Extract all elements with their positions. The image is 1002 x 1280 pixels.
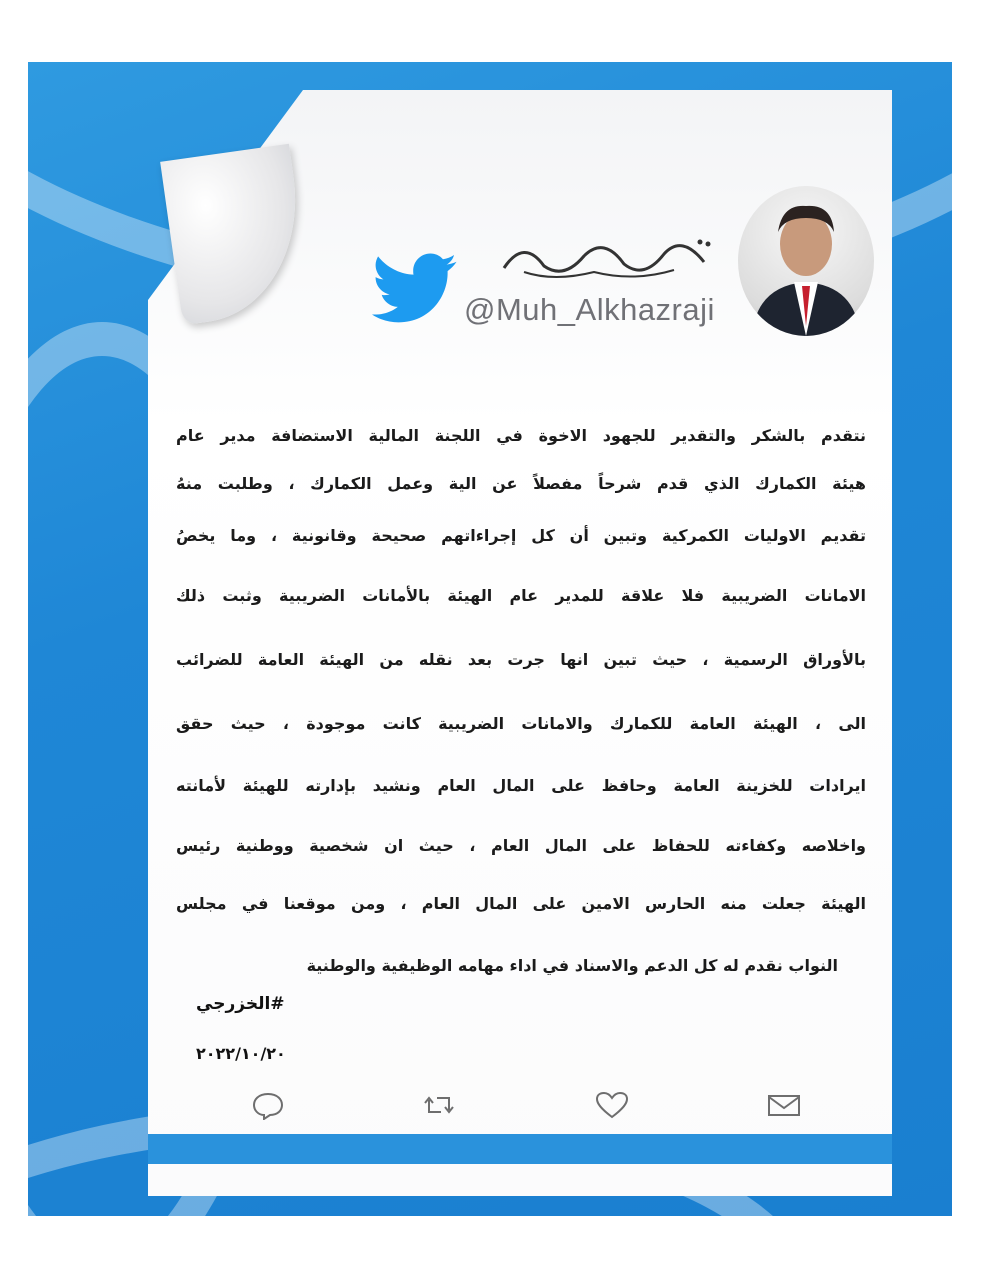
body-line: الامانات الضريبية فلا علاقة للمدير عام الهيئة بالأمانات الضريبية وثبت ذلك bbox=[176, 586, 866, 605]
body-line: ايرادات للخزينة العامة وحافظ على المال العام ونشيد بإدارته للهيئة لأمانته bbox=[176, 776, 866, 795]
body-line: واخلاصه وكفاءته للحفاظ على المال العام ، حيث ان شخصية ووطنية رئيس bbox=[176, 836, 866, 855]
body-line: بالأوراق الرسمية ، حيث تبين انها جرت بعد نقله من الهيئة العامة للضرائب bbox=[176, 650, 866, 669]
body-line: تقديم الاوليات الكمركية وتبين أن كل إجراءاتهم صحيحة وقانونية ، وما يخصُ bbox=[176, 526, 866, 545]
avatar bbox=[738, 186, 874, 336]
twitter-handle: @Muh_Alkhazraji bbox=[464, 292, 715, 327]
body-line: الهيئة جعلت منه الحارس الامين على المال العام ، ومن موقعنا في مجلس bbox=[176, 894, 866, 913]
body-line: الى ، الهيئة العامة للكمارك والامانات الضريبية كانت موجودة ، حيث حقق bbox=[176, 714, 866, 733]
calligraphy-signature-logo bbox=[494, 228, 724, 288]
body-line: النواب نقدم له كل الدعم والاسناد في اداء مهامه الوظيفية والوطنية bbox=[306, 956, 838, 975]
body-line: نتقدم بالشكر والتقدير للجهود الاخوة في اللجنة المالية الاستضافة مدير عام bbox=[176, 426, 866, 445]
share-icon[interactable] bbox=[766, 1090, 802, 1120]
tweet-date: ٢٠٢٢/١٠/٢٠ bbox=[196, 1044, 286, 1063]
body-line: هيئة الكمارك الذي قدم شرحاً مفصلاً عن الية وعمل الكمارك ، وطلبت منهُ bbox=[176, 474, 866, 493]
hashtag[interactable]: #الخزرجي bbox=[196, 994, 285, 1014]
bottom-band bbox=[148, 1134, 892, 1164]
like-icon[interactable] bbox=[594, 1090, 630, 1120]
retweet-icon[interactable] bbox=[421, 1090, 457, 1120]
twitter-bird-icon bbox=[372, 253, 458, 325]
reply-icon[interactable] bbox=[250, 1090, 286, 1120]
